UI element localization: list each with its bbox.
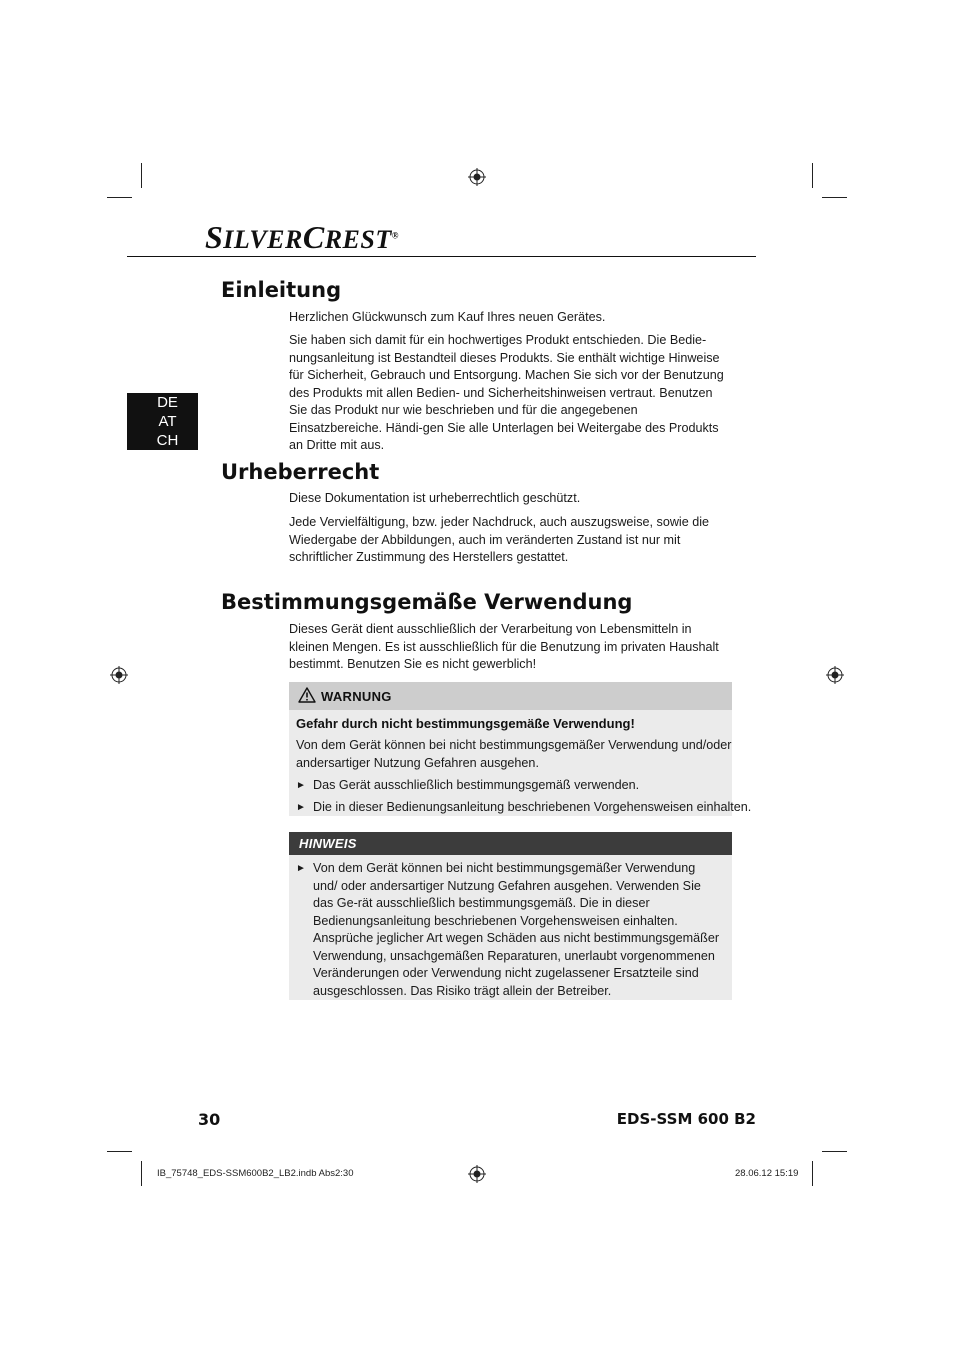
header-rule [127,256,756,257]
registration-mark-icon [110,666,128,684]
heading-urheberrecht: Urheberrecht [221,460,380,484]
warning-triangle-icon [298,687,316,703]
arrow-right-icon: ► [296,863,306,874]
print-slug-date: 28.06.12 15:19 [735,1168,799,1179]
crop-mark [107,1151,132,1152]
lang-de: DE [157,394,178,411]
crop-mark [812,163,813,188]
registration-mark-icon [468,1165,486,1183]
einleitung-paragraph-2: Sie haben sich damit für ein hochwertiges Produkt entschieden. Die Bedie-nungsanleitung ist Bestandteil dieses Produkts. Sie enthält wichtige Hinweise für Sicherheit, Gebrauch und Entsorgung. Machen Sie sich vor der Benutzung des Produkts mit allen Bedien- und Sicherheitshinweisen vertraut. Benutzen Sie das Produkt nur wie beschrieben und für die angegebenen Einsatzbereiche. Händi-gen Sie alle Unterlagen bei Weitergabe des Produkts an Dritte mit aus. [289,333,724,452]
model-number: EDS-SSM 600 B2 [616,1110,756,1128]
registration-mark-icon [826,666,844,684]
print-slug-file: IB_75748_EDS-SSM600B2_LB2.indb Abs2:30 [157,1168,354,1179]
arrow-right-icon: ► [296,802,306,813]
warning-subtitle: Gefahr durch nicht bestimmungsgemäße Verwendung! [296,716,635,731]
language-tab [127,393,198,450]
heading-verwendung: Bestimmungsgemäße Verwendung [221,590,633,614]
warning-header [289,682,732,710]
crop-mark [107,197,132,198]
heading-einleitung: Einleitung [221,278,342,302]
hinweis-header [289,832,732,855]
warning-label: WARNUNG [321,689,392,704]
warning-text: Von dem Gerät können bei nicht bestimmungsgemäßer Verwendung und/oder andersartiger Nutzung Gefahren ausgehen. [296,738,732,770]
silvercrest-logo: SILVERCREST® [205,219,399,255]
crop-mark [141,163,142,188]
lang-at: AT [158,413,177,430]
verwendung-paragraph-1: Dieses Gerät dient ausschließlich der Verarbeitung von Lebensmitteln in kleinen Mengen. Es ist ausschließlich für die Benutzung im privaten Haushalt bestimmt. Benutzen Sie es nicht gewerblich! [289,622,719,671]
urheberrecht-paragraph-2: Jede Vervielfältigung, bzw. jeder Nachdruck, auch auszugsweise, sowie die Wiedergabe der Abbildungen, auch im veränderten Zustand ist nur mit schriftlicher Zustimmung des Herstellers gestattet. [289,515,710,564]
crop-mark [812,1161,813,1186]
page-number: 30 [198,1110,221,1129]
crop-mark [822,1151,847,1152]
registration-mark-icon [468,168,486,186]
urheberrecht-paragraph-1: Diese Dokumentation ist urheberrechtlich geschützt. [289,491,581,505]
hinweis-label: HINWEIS [299,836,357,851]
einleitung-paragraph-1: Herzlichen Glückwunsch zum Kauf Ihres neuen Gerätes. [289,310,606,324]
arrow-right-icon: ► [296,780,306,791]
lang-ch: CH [156,432,179,449]
crop-mark [141,1161,142,1186]
crop-mark [822,197,847,198]
